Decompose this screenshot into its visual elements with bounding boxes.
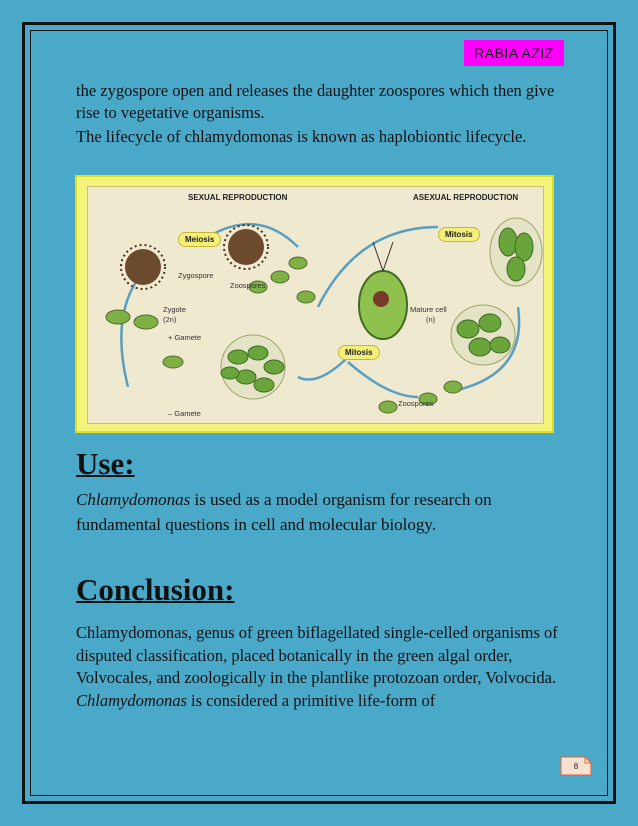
mature-ploidy: (n) xyxy=(426,315,436,324)
zoospores-right-label: Zoospores xyxy=(398,399,434,408)
conclusion-italic-term: Chlamydomonas xyxy=(76,690,187,710)
page-number-badge xyxy=(560,756,592,776)
asexual-reproduction-title: ASEXUAL REPRODUCTION xyxy=(413,193,519,202)
intro-text-2: The lifecycle of chlamydomonas is known as haplobiontic lifecycle. xyxy=(76,127,527,146)
page-number: 8 xyxy=(573,761,579,771)
intro-text-1: the zygospore open and releases the daughter zoospores which then give rise to vegetative organisms. xyxy=(76,81,555,122)
plus-gamete-label: + Gamete xyxy=(168,333,202,342)
sexual-reproduction-title: SEXUAL REPRODUCTION xyxy=(188,193,288,202)
minus-gamete-label: – Gamete xyxy=(168,409,201,418)
use-text: is used as a model organism for research on fundamental questions in cell and molecular biology. xyxy=(76,490,492,534)
intro-paragraph-2 xyxy=(76,126,576,148)
conclusion-paragraph xyxy=(76,622,576,712)
zygote-label: Zygote xyxy=(163,305,186,314)
zygospore-label: Zygospore xyxy=(178,271,214,280)
intro-paragraph-1 xyxy=(76,80,576,124)
zoospores-left-label: Zoospores xyxy=(230,281,266,290)
use-paragraph xyxy=(76,487,576,537)
use-heading: Use: xyxy=(76,446,135,481)
conclusion-text: Chlamydomonas, genus of green biflagellated single-celled organisms of disputed classification, placed botanically in the green algal order, Volvocales, and zoologically in the plantlike protozoan order, Volvocida. xyxy=(76,623,558,687)
author-tag: RABIA AZIZ xyxy=(464,40,564,66)
mature-cell-label: Mature cell xyxy=(410,305,447,314)
lifecycle-diagram xyxy=(87,186,544,424)
zygospore-left xyxy=(121,245,165,289)
use-italic-term: Chlamydomonas xyxy=(76,490,191,509)
mitosis-bottom-label: Mitosis xyxy=(338,345,380,360)
conclusion-heading: Conclusion: xyxy=(76,572,235,607)
lifecycle-figure xyxy=(75,175,554,433)
lifecycle-illustration xyxy=(88,187,543,423)
zygote-ploidy: (2n) xyxy=(163,315,177,324)
meiosis-label: Meiosis xyxy=(178,232,221,247)
mitosis-top-label: Mitosis xyxy=(438,227,480,242)
zygospore-right xyxy=(224,225,268,269)
conclusion-text-2: is considered a primitive life-form of xyxy=(186,690,436,710)
